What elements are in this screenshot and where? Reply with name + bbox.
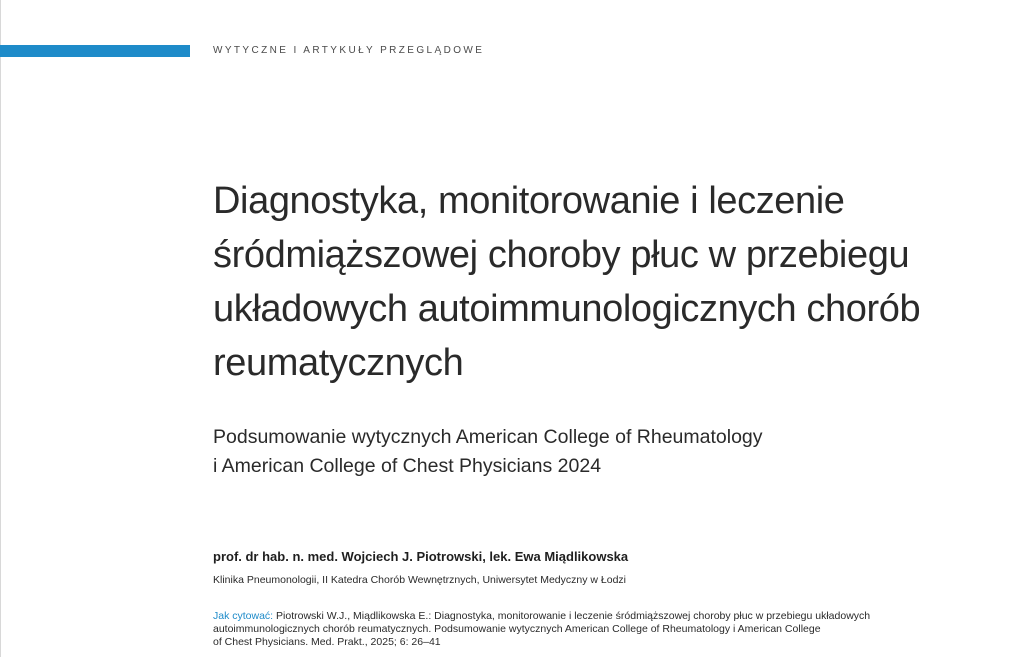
section-label: WYTYCZNE I ARTYKUŁY PRZEGLĄDOWE bbox=[213, 45, 485, 56]
author-affiliation: Klinika Pneumonologii, II Katedra Chorób Wewnętrznych, Uniwersytet Medyczny w Łodzi bbox=[213, 574, 626, 586]
section-accent-bar bbox=[0, 45, 190, 57]
citation-label: Jak cytować: bbox=[213, 610, 274, 622]
citation-line: of Chest Physicians. Med. Prakt., 2025; 6: 26–41 bbox=[213, 636, 441, 648]
article-title-line: śródmiąższowej choroby płuc w przebiegu bbox=[213, 234, 910, 276]
article-title-line: układowych autoimmunologicznych chorób bbox=[213, 288, 921, 330]
page-edge-divider bbox=[0, 0, 1, 657]
article-title bbox=[213, 174, 1003, 390]
article-title-line: reumatycznych bbox=[213, 342, 464, 384]
citation-text: Piotrowski W.J., Miądlikowska E.: Diagnostyka, monitorowanie i leczenie śródmiąższowej choroby płuc w przebiegu układowych bbox=[273, 610, 871, 622]
article-subtitle-line: i American College of Chest Physicians 2024 bbox=[213, 455, 602, 477]
citation-line: autoimmunologicznych chorób reumatycznych. Podsumowanie wytycznych American College of Rheumatology i American College bbox=[213, 623, 821, 635]
citation-block bbox=[213, 610, 1003, 649]
article-subtitle bbox=[213, 423, 1003, 481]
article-subtitle-line: Podsumowanie wytycznych American College of Rheumatology bbox=[213, 426, 763, 448]
article-title-line: Diagnostyka, monitorowanie i leczenie bbox=[213, 180, 845, 222]
article-authors: prof. dr hab. n. med. Wojciech J. Piotrowski, lek. Ewa Miądlikowska bbox=[213, 549, 629, 564]
citation-line bbox=[213, 610, 1003, 623]
